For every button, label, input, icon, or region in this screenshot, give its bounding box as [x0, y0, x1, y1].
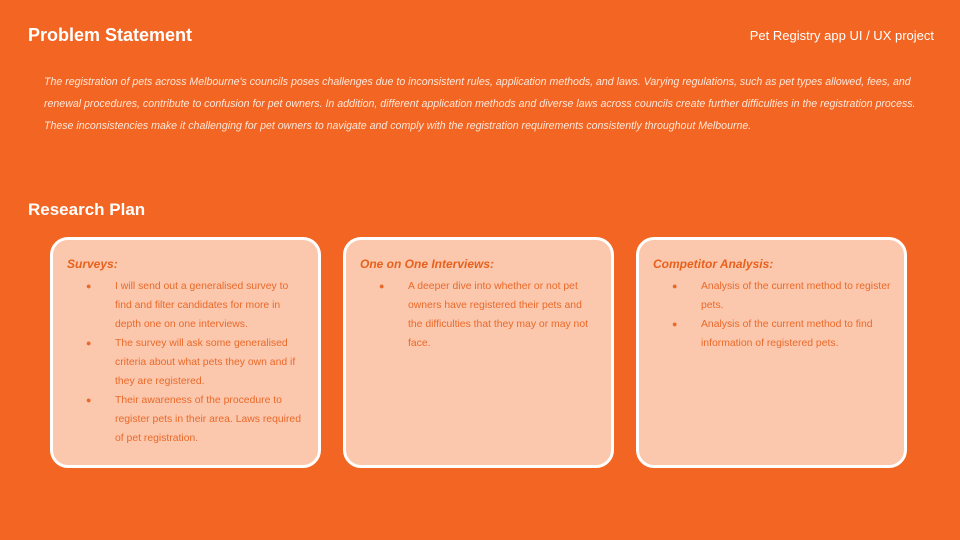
card-competitor-analysis — [636, 237, 907, 468]
card-interviews — [343, 237, 614, 468]
research-plan-title: Research Plan — [28, 200, 146, 219]
list-item — [639, 315, 904, 353]
list-item — [346, 277, 611, 353]
list-item-text: The survey will ask some generalised criteria about what pets they own and if they are registered. — [115, 338, 296, 387]
list-item — [53, 391, 318, 448]
card-heading: Competitor Analysis: — [653, 257, 774, 271]
bullet-icon: ● — [379, 281, 385, 291]
card-list — [346, 277, 611, 353]
list-item — [53, 277, 318, 334]
bullet-icon: ● — [86, 281, 92, 291]
bullet-icon: ● — [672, 281, 678, 291]
card-heading: Surveys: — [67, 257, 118, 271]
problem-statement-text: The registration of pets across Melbourne's councils poses challenges due to inconsistent rules, application methods, and laws. Varying regulations, such as pet types allowed, fees, and renewal procedures, contribute to confusion for pet owners. In addition, different application methods and diverse laws across councils create further difficulties in the registration process. These inconsistencies make it challenging for pet owners to navigate and comply with the registration requirements consistently throughout Melbourne. — [44, 76, 916, 132]
list-item-text: Analysis of the current method to find information of registered pets. — [701, 319, 873, 349]
list-item — [53, 334, 318, 391]
list-item-text: Analysis of the current method to register pets. — [701, 281, 891, 311]
card-list — [53, 277, 318, 448]
list-item-text: I will send out a generalised survey to find and filter candidates for more in depth one on one interviews. — [115, 281, 289, 330]
bullet-icon: ● — [86, 338, 92, 348]
page-title: Problem Statement — [28, 25, 193, 45]
card-list — [639, 277, 904, 353]
list-item — [639, 277, 904, 315]
bullet-icon: ● — [672, 319, 678, 329]
project-label: Pet Registry app UI / UX project — [749, 28, 934, 43]
bullet-icon: ● — [86, 395, 92, 405]
card-surveys — [50, 237, 321, 468]
list-item-text: Their awareness of the procedure to register pets in their area. Laws required of pet registration. — [115, 395, 301, 444]
list-item-text: A deeper dive into whether or not pet owners have registered their pets and the difficulties that they may or may not face. — [408, 281, 588, 349]
card-heading: One on One Interviews: — [360, 257, 495, 271]
